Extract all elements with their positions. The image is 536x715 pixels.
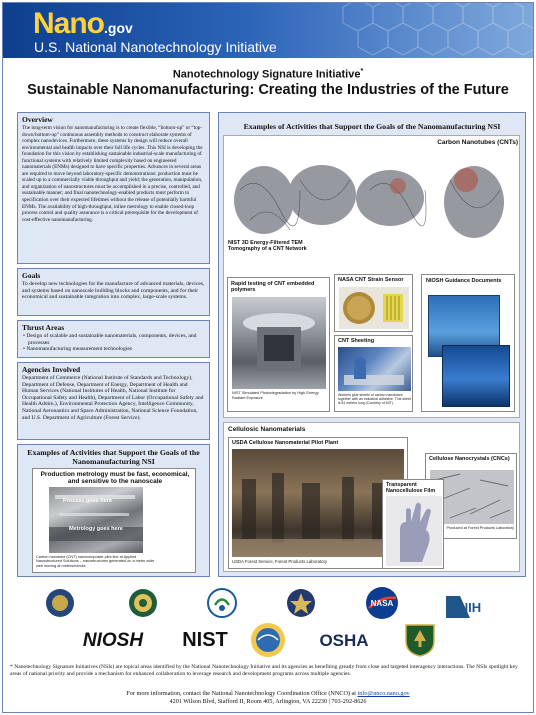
sensor-photo bbox=[339, 287, 409, 329]
goals-heading: Goals bbox=[22, 271, 41, 280]
thrust-box bbox=[17, 320, 210, 358]
overview-text: The long-term vision for nanomanufacturing is to create flexible, “bottom-up” or “top-down/bottom-up” continuous assembly methods to construct elaborate systems of complex nanodevices. Furthermore, these systems by design will reduce overall environmental and health impacts over their full life cycles. This NSI is developing the foundation for this vision by establishing sustainable industrial-scale manufacturing of functional systems with relatively limited complexity based on engineered nanomaterials (ENMs) designed to have specific properties. Advances in several areas are required to move beyond laboratory-specific demonstrations: production must be scaled up to a commercially viable throughput and yield; the generation, manipulation, and organization of nanostructures must be accomplished in a precise, controlled, and sustainable manner; and final nanotechnology-enabled products must perform to specification over their expected lifetimes without the release of potentially harmful ENMs. The availability of high-throughput, inline metrology to enable closed-loop process control and quality assurance is a critical prerequisite for the development of cost-effective nanomanufacturing. bbox=[22, 125, 203, 223]
cnt-sheeting-title: CNT Sheeting bbox=[338, 338, 375, 344]
footnote-mark: * bbox=[10, 664, 13, 670]
overview-box bbox=[17, 112, 210, 264]
pilot-plant-photo bbox=[232, 449, 404, 557]
brand-suffix: .gov bbox=[104, 20, 133, 36]
nanocellulose-film-title: Transparent Nanocellulose Film bbox=[386, 482, 436, 494]
overview-heading: Overview bbox=[22, 115, 53, 124]
agencies-box bbox=[17, 362, 210, 440]
usda-plant-title: USDA Cellulose Nanomaterial Pilot Plant bbox=[232, 440, 339, 446]
contact-prefix: For more information, contact the National Nanotechnology Coordination Office (NNCO) at bbox=[126, 690, 358, 697]
thrust-item: • Nanomanufacturing measurement technologies bbox=[22, 346, 205, 353]
cellulosic-label: Cellulosic Nanomaterials bbox=[228, 426, 306, 433]
niosh-guidance-panel bbox=[421, 274, 515, 412]
poster-title: Sustainable Nanomanufacturing: Creating the Industries of the Future bbox=[27, 82, 509, 98]
nih-logo-icon bbox=[446, 596, 486, 618]
thrust-heading: Thrust Areas bbox=[22, 323, 65, 332]
goals-text: To develop new technologies for the manufacture of advanced materials, devices, and systems based on nanoscale building blocks and components, and for their economical and sustainable integration into complex, large-scale systems. bbox=[22, 281, 205, 301]
footnote bbox=[10, 664, 526, 677]
pilot-line-graphic bbox=[49, 487, 143, 553]
thrust-item: • Design of scalable and sustainable nanomaterials, components, devices, and processes bbox=[22, 333, 205, 346]
usda-plant-panel bbox=[228, 437, 408, 569]
nist-logo-text: NIST bbox=[182, 628, 228, 651]
agencies-heading: Agencies Involved bbox=[22, 365, 81, 374]
usda-plant-caption: USDA Forest Service, Forest Products Laboratory bbox=[232, 559, 328, 564]
nasa-sensor-title: NASA CNT Strain Sensor bbox=[338, 277, 404, 283]
examples-right-heading: Examples of Activities that Support the Goals of the Nanomanufacturing NSI bbox=[243, 122, 501, 131]
process-label: Process goes here bbox=[63, 498, 112, 504]
agencies-text: Department of Commerce (National Institute of Standards and Technology), Department of Defense, Department of Energy, Department of Health and Human Services (National Institutes of Health, National Institute for Occupational Safety and Health), Department of Labor (Occupational Safety and Health Admin.), Environmental Protection Agency, Intelligence Community, National Aeronautics and Space Administration, National Science Foundation, and U.S. Department of Agriculture (Forest Service). bbox=[22, 375, 204, 421]
nasa-sensor-panel bbox=[334, 274, 413, 332]
tem-caption: NIST 3D Energy-Filtered TEM Tomography of a CNT Network bbox=[228, 240, 316, 252]
pilot-plant-graphic bbox=[232, 449, 404, 557]
niosh-guidance-title: NIOSH Guidance Documents bbox=[426, 278, 502, 284]
cellulose-crystals-caption: Produced at Forest Products Laboratory bbox=[446, 526, 514, 530]
pilot-line-photo bbox=[49, 487, 143, 553]
cellulosic-panel bbox=[223, 422, 520, 572]
rapid-testing-panel bbox=[227, 277, 330, 412]
initiative-title-text: Nanotechnology Signature Initiative bbox=[172, 68, 361, 81]
rapid-testing-title: Rapid testing of CNT embedded polymers bbox=[231, 281, 315, 294]
production-panel-title: Production metrology must be fast, economical, and sensitive to the nanoscale bbox=[40, 471, 190, 486]
contact-info bbox=[0, 690, 536, 706]
osha-logo-text: OSHA bbox=[319, 631, 369, 650]
cellulose-crystals-title: Cellulose Nanocrystals (CNCs) bbox=[429, 456, 510, 462]
forest-service-shield-icon bbox=[404, 623, 436, 657]
sensor-graphic bbox=[339, 287, 409, 329]
film-graphic bbox=[386, 496, 442, 566]
nasa-logo-text: NASA bbox=[370, 599, 394, 608]
film-photo bbox=[386, 496, 442, 566]
initiative-title-mark: * bbox=[360, 68, 364, 75]
thrust-list bbox=[18, 333, 209, 353]
examples-left-box bbox=[17, 444, 210, 577]
cnt-tomography-image bbox=[230, 150, 510, 254]
osha-logo-icon bbox=[316, 630, 372, 652]
brand-main: Nano bbox=[33, 7, 104, 40]
header-banner bbox=[3, 3, 533, 58]
footnote-text: Nanotechnology Signature Initiatives (NSIs) are topical areas identified by the National Nanotechnology Initiative and its agencies as benefiting greatly from close and targeted interagency interactions. The NSIs spotlight key areas of national priority and provide a mechanism for enhanced collaboration to leverage research and development programs across multiple agencies. bbox=[10, 664, 518, 677]
nist-chamber-photo bbox=[232, 297, 326, 389]
niosh-document-2 bbox=[442, 345, 510, 407]
cnt-sheeting-caption: Workers glue sheets of carbon nanotubes together with an industrial adhesive. This sheet is 81 meters long (Courtesy of MIT). bbox=[338, 393, 411, 405]
metrology-label: Metrology goes here bbox=[69, 526, 123, 532]
goals-box bbox=[17, 268, 210, 316]
nist-logo-icon bbox=[180, 628, 230, 652]
cnt-sheeting-panel bbox=[334, 335, 413, 412]
brand-logo bbox=[33, 7, 133, 41]
initiative-title bbox=[0, 68, 536, 81]
contact-address: 4201 Wilson Blvd, Stafford II, Room 405, Arlington, VA 22230 | 703-292-8626 bbox=[169, 698, 367, 705]
ic-seal-icon bbox=[286, 588, 316, 618]
contact-line-1 bbox=[0, 690, 536, 698]
dod-seal-icon bbox=[45, 588, 75, 618]
cnt-label: Carbon Nanotubes (CNTs) bbox=[437, 139, 518, 146]
rapid-testing-caption: NIST Simulated Photodegradation by High Energy Radiant Exposure bbox=[232, 390, 319, 400]
hexagon-pattern-icon bbox=[323, 3, 533, 58]
pilot-line-caption: Carbon nanotube (CNT) nanocomposite pilot line at Applied Nanostructured Solutions – nanostructures generated on a meter wide web moving at meters/minute bbox=[36, 555, 155, 568]
niosh-logo-text: NIOSH bbox=[82, 630, 144, 651]
nih-logo-text: NIH bbox=[458, 600, 482, 615]
cnt-sheeting-photo bbox=[338, 347, 411, 391]
contact-email-link[interactable]: info@nnco.nano.gov bbox=[357, 690, 410, 697]
nsf-logo-icon bbox=[250, 622, 286, 658]
chamber-graphic bbox=[232, 297, 326, 389]
niosh-logo-icon bbox=[80, 631, 146, 651]
sheeting-graphic bbox=[338, 347, 411, 391]
header-subtitle: U.S. National Nanotechnology Initiative bbox=[34, 39, 277, 55]
cnt-panel bbox=[223, 135, 520, 418]
examples-left-heading: Examples of Activities that Support the Goals of the Nanomanufacturing NSI bbox=[27, 448, 200, 466]
epa-seal-icon bbox=[207, 588, 237, 618]
nasa-logo-icon bbox=[365, 586, 399, 620]
nanocellulose-film-panel bbox=[382, 479, 444, 569]
doc-seal-icon bbox=[128, 588, 158, 618]
production-panel bbox=[32, 468, 196, 573]
